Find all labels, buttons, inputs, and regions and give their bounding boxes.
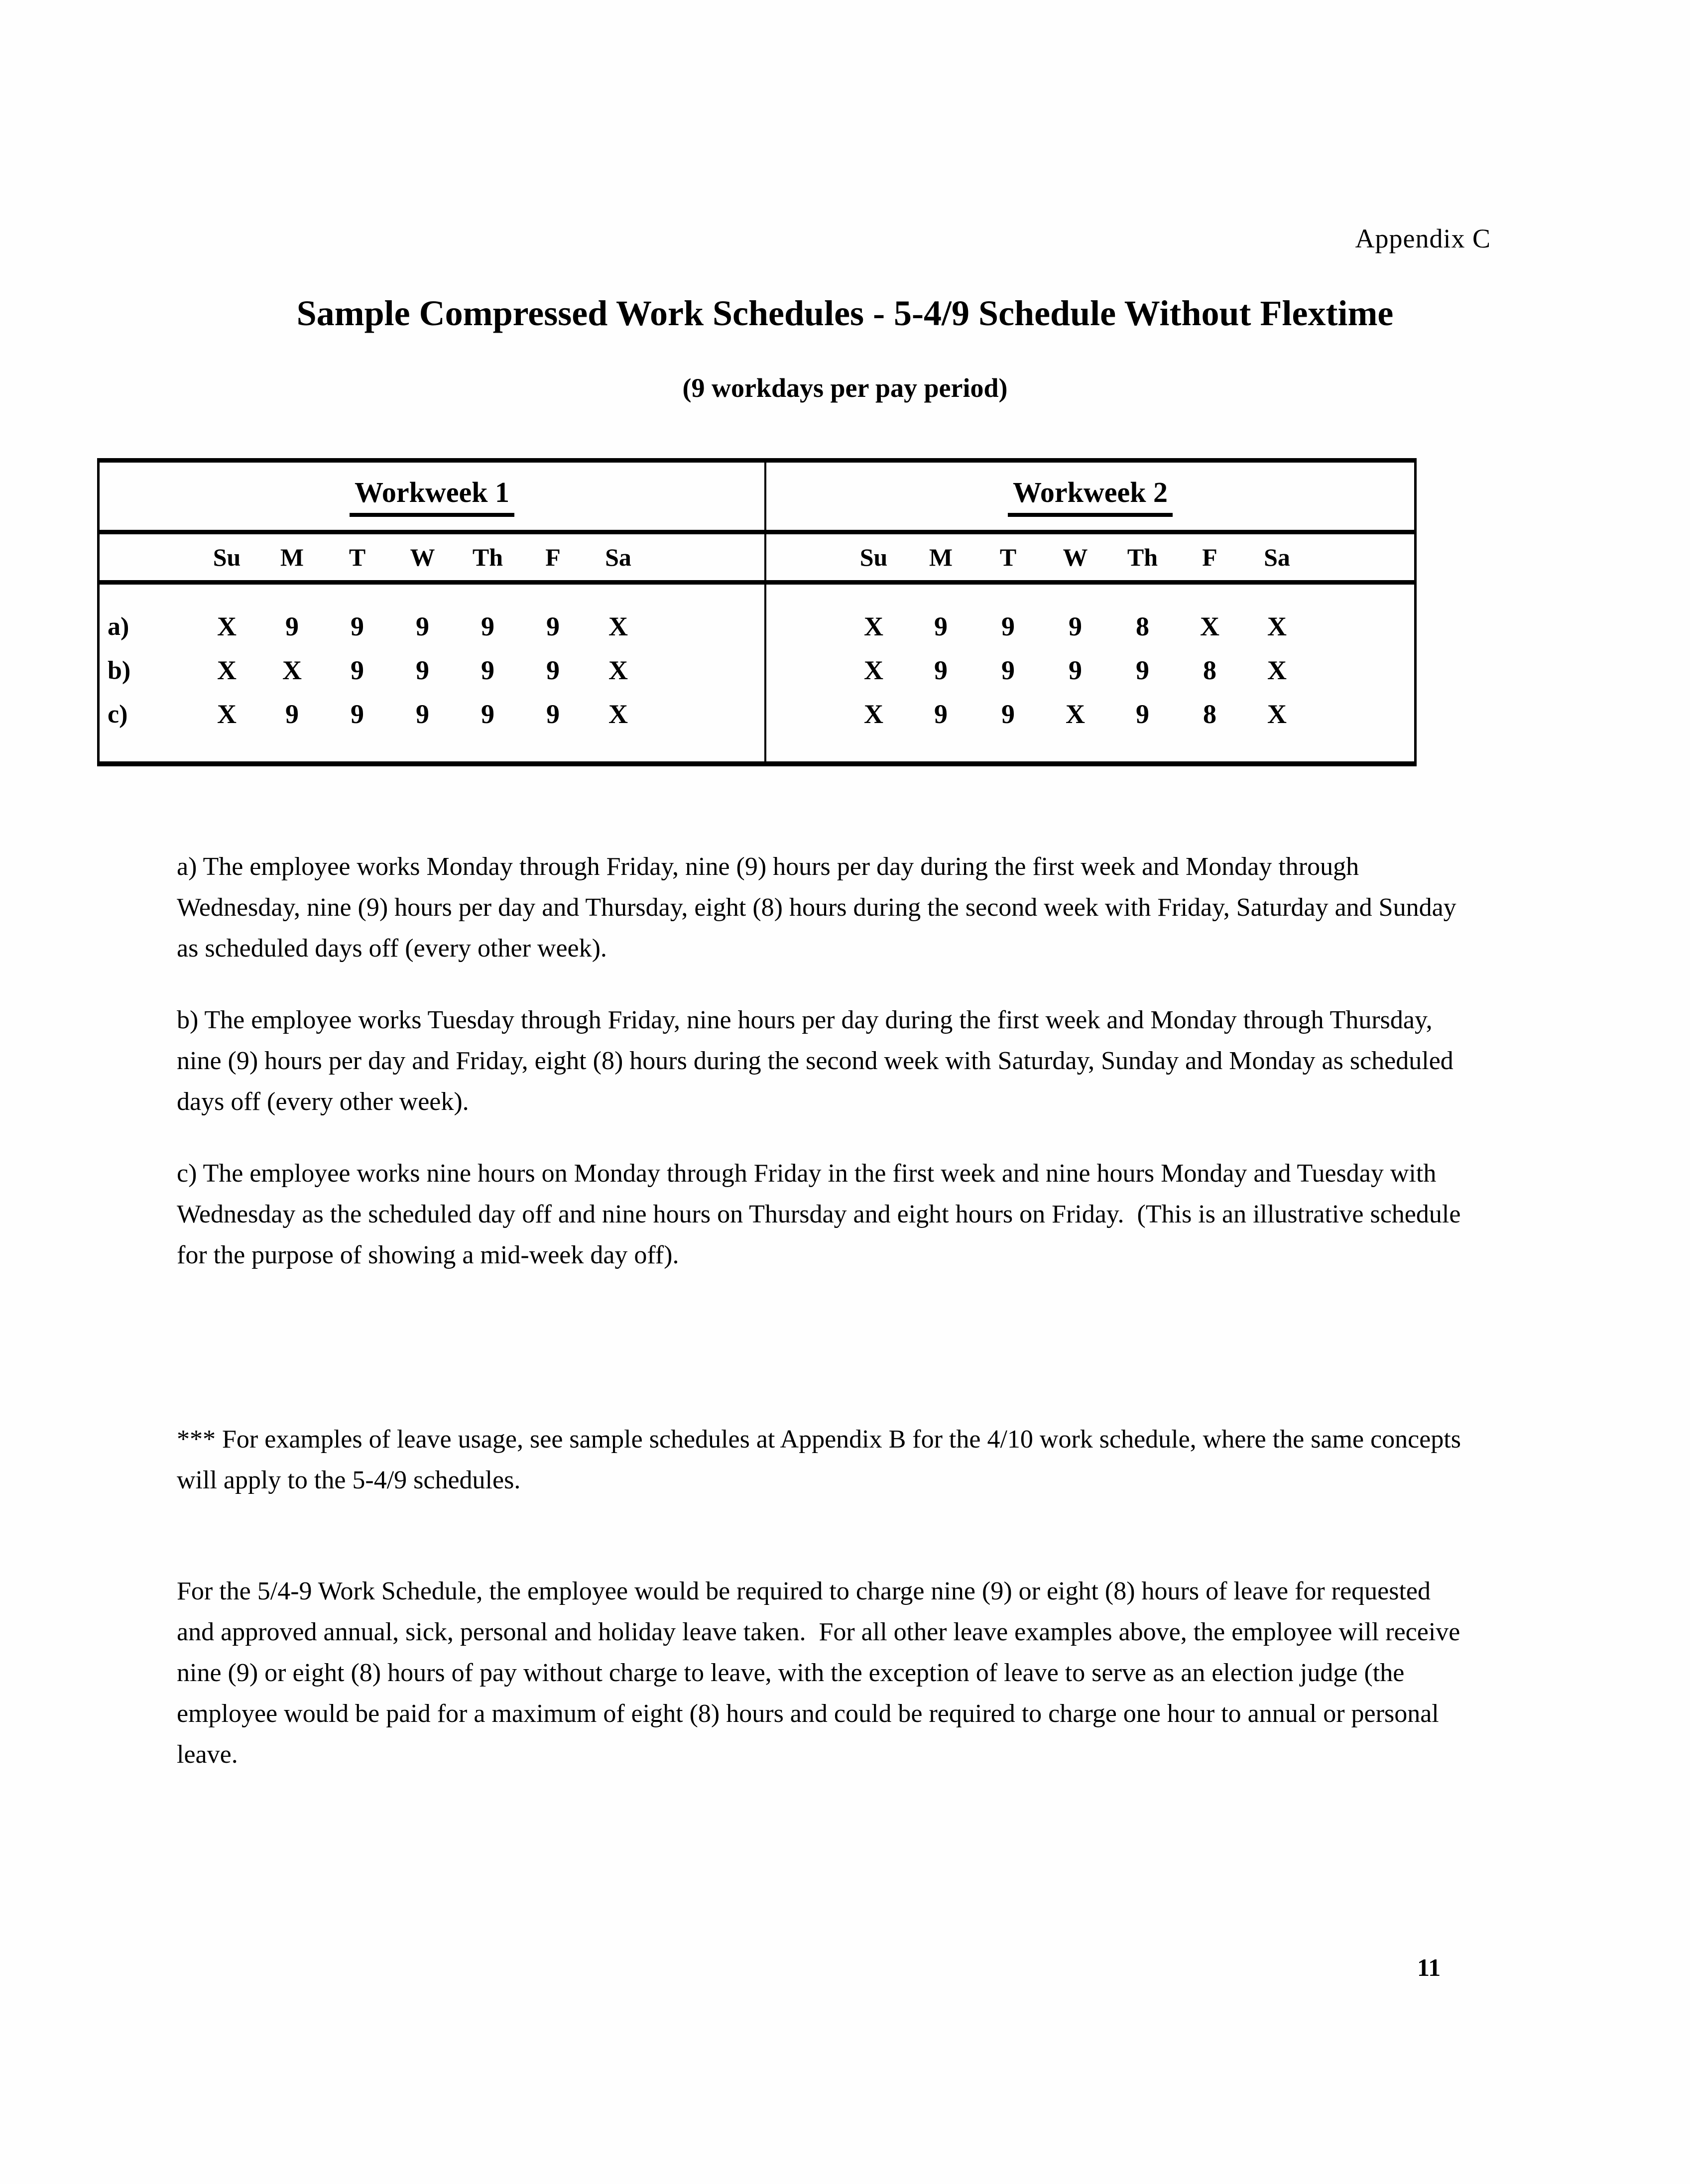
schedule-cell: X (864, 655, 883, 685)
schedule-cell: X (1066, 699, 1085, 729)
schedule-row-label: c) (108, 700, 128, 728)
day-header-cell: Su (213, 543, 241, 571)
workweek2-section (764, 463, 1414, 761)
schedule-cell: 9 (416, 611, 429, 641)
schedule-cell: X (608, 611, 628, 641)
workweek2-days-row (766, 534, 1414, 585)
schedule-row-b-week2 (766, 648, 1414, 692)
schedule-row-a-week1 (100, 605, 764, 648)
schedule-cell: 9 (481, 699, 494, 729)
schedule-cell: 9 (934, 699, 948, 729)
schedule-row-a-week2 (766, 605, 1414, 648)
schedule-row-label: b) (108, 656, 131, 685)
workweek1-header-row (100, 463, 764, 534)
schedule-cell: X (864, 611, 883, 641)
day-header-cell: Sa (605, 543, 631, 571)
schedule-row-c-week1 (100, 692, 764, 736)
schedule-cell: 9 (546, 655, 560, 685)
day-header-cell: Th (472, 543, 503, 571)
schedule-cell: X (1267, 655, 1287, 685)
schedule-cell: 9 (481, 611, 494, 641)
schedule-cell: 8 (1136, 611, 1149, 641)
schedule-cell: X (217, 611, 237, 641)
schedule-cell: 9 (416, 655, 429, 685)
workweek1-days-row (100, 534, 764, 585)
schedule-cell: 9 (351, 611, 364, 641)
schedule-cell: 9 (351, 655, 364, 685)
schedule-cell: X (217, 699, 237, 729)
schedule-cell: 9 (934, 655, 948, 685)
schedule-cell: 9 (1001, 699, 1015, 729)
schedule-cell: 9 (1069, 611, 1082, 641)
schedule-row-b-week1 (100, 648, 764, 692)
schedule-table (97, 458, 1417, 766)
day-header-cell: W (1063, 543, 1088, 571)
day-header-cell: F (545, 543, 561, 571)
day-header-cell: Th (1127, 543, 1158, 571)
day-header-cell: F (1202, 543, 1217, 571)
schedule-cell: X (1267, 699, 1287, 729)
schedule-row-label: a) (108, 612, 129, 641)
schedule-cell: X (1267, 611, 1287, 641)
paragraph-a: a) The employee works Monday through Friday, nine (9) hours per day during the first week and Monday through Wednesday, nine (9) hours per day and Thursday, eight (8) hours during the second week with Friday, Saturday and Sunday as scheduled days off (every other week). (177, 852, 1463, 963)
workweek2-body (766, 585, 1414, 761)
schedule-cell: 9 (546, 611, 560, 641)
schedule-cell: X (217, 655, 237, 685)
page-number: 11 (1417, 1953, 1441, 1981)
schedule-cell: 9 (416, 699, 429, 729)
schedule-cell: X (608, 655, 628, 685)
schedule-cell: 9 (1069, 655, 1082, 685)
page-title: Sample Compressed Work Schedules - 5-4/9 Schedule Without Flextime (296, 293, 1394, 333)
day-header-cell: W (410, 543, 435, 571)
workweek1-section (100, 463, 764, 761)
schedule-cell: X (608, 699, 628, 729)
workweek2-header: Workweek 2 (1008, 476, 1173, 517)
day-header-cell: T (999, 543, 1017, 571)
leave-usage-note: *** For examples of leave usage, see sample schedules at Appendix B for the 4/10 work schedule, where the same concepts will apply to the 5-4/9 schedules. (177, 1425, 1468, 1494)
page-subtitle: (9 workdays per pay period) (682, 373, 1008, 403)
day-header-cell: M (929, 543, 953, 571)
day-header-cell: Sa (1264, 543, 1290, 571)
workweek2-header-row (766, 463, 1414, 534)
schedule-cell: 9 (546, 699, 560, 729)
appendix-label: Appendix C (1355, 224, 1491, 253)
schedule-cell: X (864, 699, 883, 729)
schedule-cell: 9 (351, 699, 364, 729)
day-header-cell: Su (859, 543, 888, 571)
leave-policy-paragraph: For the 5/4-9 Work Schedule, the employee would be required to charge nine (9) or eight (8) hours of leave for requested and approved annual, sick, personal and holiday leave taken. For all other leave examples above, the employee will receive nine (9) or eight (8) hours of pay without charge to leave, with the exception of leave to serve as an election judge (the employee would be paid for a maximum of eight (8) hours and could be required to charge one hour to annual or personal leave. (177, 1577, 1467, 1769)
schedule-cell: X (1200, 611, 1219, 641)
schedule-cell: 8 (1203, 655, 1216, 685)
schedule-row-c-week2 (766, 692, 1414, 736)
paragraph-c: c) The employee works nine hours on Monday through Friday in the first week and nine hours Monday and Tuesday with Wednesday as the scheduled day off and nine hours on Thursday and eight hours on Friday. (This is an illustrative schedule for the purpose of showing a mid-week day off). (177, 1159, 1467, 1269)
day-header-cell: M (280, 543, 304, 571)
schedule-cell: 9 (934, 611, 948, 641)
schedule-cell: 9 (285, 699, 299, 729)
paragraph-b: b) The employee works Tuesday through Friday, nine hours per day during the first week and Monday through Thursday, nine (9) hours per day and Friday, eight (8) hours during the second week with Saturday, Sunday and Monday as scheduled days off (every other week). (177, 1006, 1460, 1116)
schedule-cell: 9 (1001, 611, 1015, 641)
schedule-cell: X (282, 655, 302, 685)
schedule-cell: 9 (1136, 699, 1149, 729)
day-header-cell: T (349, 543, 366, 571)
schedule-cell: 9 (1001, 655, 1015, 685)
workweek1-header: Workweek 1 (350, 476, 514, 517)
workweek1-body (100, 585, 764, 761)
schedule-cell: 8 (1203, 699, 1216, 729)
schedule-cell: 9 (481, 655, 494, 685)
schedule-cell: 9 (1136, 655, 1149, 685)
schedule-cell: 9 (285, 611, 299, 641)
